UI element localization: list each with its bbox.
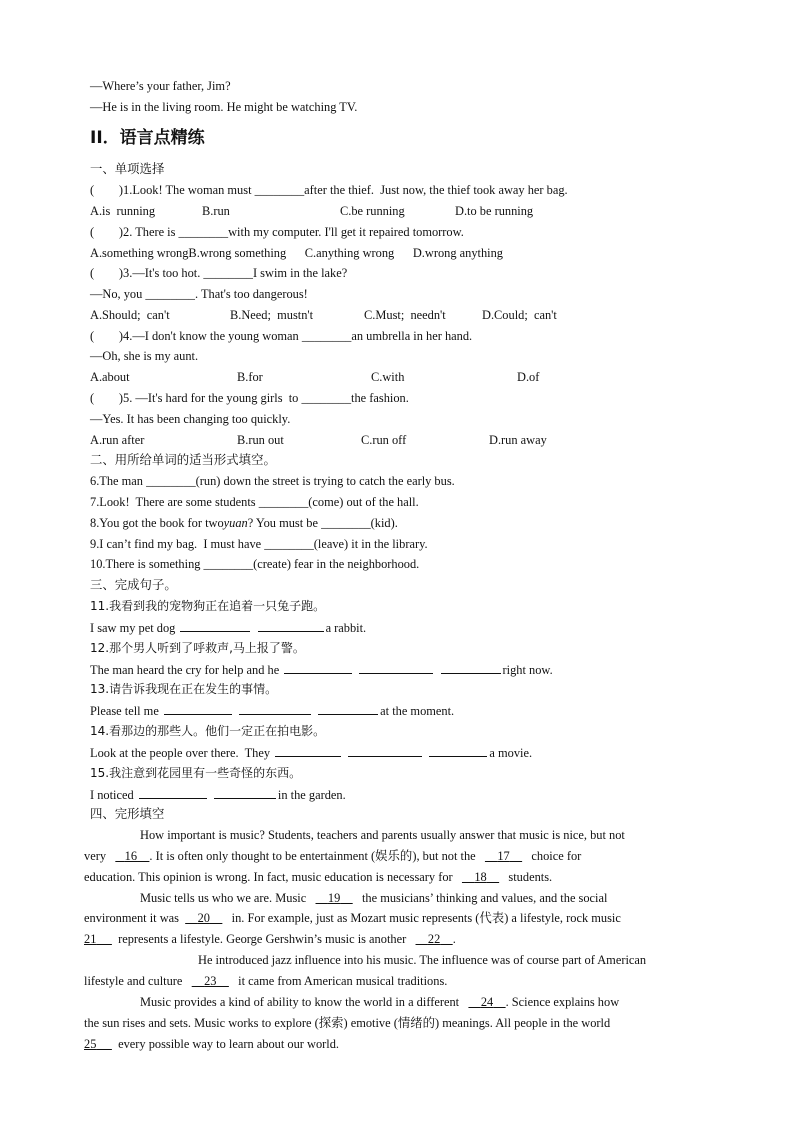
mcq-4-option-a: A.about bbox=[90, 370, 130, 384]
cloze-text: it came from American musical traditions. bbox=[238, 974, 448, 988]
sentence-14-lead: Look at the people over there. They bbox=[90, 746, 271, 760]
cloze-p2-line2 bbox=[84, 910, 704, 926]
sentence-15-english bbox=[90, 786, 346, 803]
mcq-question-4: ( )4.—I don't know the young woman ________an umbrella in her hand. bbox=[90, 329, 473, 343]
mcq-question-4-reply: —Oh, she is my aunt. bbox=[90, 349, 199, 363]
section-title-mcq: 一、单项选择 bbox=[90, 161, 165, 176]
mcq-3-option-d: D.Could; can't bbox=[482, 308, 557, 322]
cloze-p4-line3 bbox=[84, 1036, 704, 1052]
cloze-text: education. This opinion is wrong. In fact, music education is necessary for bbox=[84, 870, 453, 884]
cloze-p2-line3 bbox=[84, 931, 704, 947]
answer-blank[interactable] bbox=[139, 786, 207, 799]
answer-blank[interactable] bbox=[429, 744, 487, 757]
cloze-blank-number: 20 bbox=[197, 911, 210, 925]
sentence-11-chinese: 11.我看到我的宠物狗正在追着一只兔子跑。 bbox=[90, 599, 326, 613]
cloze-blank-number: 21 bbox=[84, 932, 97, 946]
mcq-1-option-a: A.is running bbox=[90, 204, 156, 218]
mcq-2-options: A.something wrongB.wrong something C.anything wrong D.wrong anything bbox=[90, 246, 503, 260]
cloze-blank-number: 22 bbox=[427, 932, 441, 946]
cloze-blank-20[interactable] bbox=[185, 911, 222, 925]
mcq-5-option-a: A.run after bbox=[90, 433, 145, 447]
cloze-text: students. bbox=[508, 870, 553, 884]
answer-blank[interactable] bbox=[284, 661, 352, 674]
sentence-11-tail: a rabbit. bbox=[325, 621, 367, 635]
section-title-sentences: 三、完成句子。 bbox=[90, 577, 177, 592]
cloze-p1-line3 bbox=[84, 869, 704, 885]
cloze-text: represents a lifestyle. George Gershwin’s music is another bbox=[118, 932, 407, 946]
cloze-p3-line1: He introduced jazz influence into his music. The influence was of course part of American bbox=[198, 953, 647, 967]
mcq-5-option-c: C.run off bbox=[361, 433, 407, 447]
dialog-line-2: —He is in the living room. He might be watching TV. bbox=[90, 100, 358, 114]
mcq-3-option-b: B.Need; mustn't bbox=[230, 308, 314, 322]
mcq-question-2: ( )2. There is ________with my computer. I'll get it repaired tomorrow. bbox=[90, 225, 464, 239]
sentence-11-lead: I saw my pet dog bbox=[90, 621, 176, 635]
section-title-fill: 二、用所给单词的适当形式填空。 bbox=[90, 452, 276, 467]
cloze-blank-number: 24 bbox=[480, 995, 494, 1009]
mcq-question-5-reply: —Yes. It has been changing too quickly. bbox=[90, 412, 291, 426]
cloze-text: Music provides a kind of ability to know the world in a different bbox=[140, 995, 460, 1009]
fill-item-7: 7.Look! There are some students ________(come) out of the hall. bbox=[90, 495, 419, 509]
cloze-p2-line1 bbox=[140, 890, 760, 906]
sentence-15-lead: I noticed bbox=[90, 788, 134, 802]
cloze-text: . It is often only thought to be entertainment (娱乐的), but not the bbox=[149, 849, 476, 863]
fill-item-9: 9.I can’t find my bag. I must have ________(leave) it in the library. bbox=[90, 537, 428, 551]
cloze-blank-number: 17 bbox=[497, 849, 510, 863]
fill-item-6: 6.The man ________(run) down the street is trying to catch the early bus. bbox=[90, 474, 455, 488]
answer-blank[interactable] bbox=[214, 786, 276, 799]
mcq-4-option-d: D.of bbox=[517, 370, 540, 384]
sentence-14-english bbox=[90, 744, 532, 761]
sentence-12-lead: The man heard the cry for help and he bbox=[90, 663, 280, 677]
mcq-3-option-c: C.Must; needn't bbox=[364, 308, 446, 322]
sentence-13-english bbox=[90, 702, 454, 719]
cloze-text: Music tells us who we are. Music bbox=[140, 891, 307, 905]
cloze-text: very bbox=[84, 849, 107, 863]
mcq-4-option-c: C.with bbox=[371, 370, 405, 384]
answer-blank[interactable] bbox=[275, 744, 341, 757]
cloze-text: lifestyle and culture bbox=[84, 974, 183, 988]
cloze-blank-number: 19 bbox=[327, 891, 341, 905]
fill-item-8-start: 8.You got the book for two bbox=[90, 516, 224, 530]
cloze-blank-number: 18 bbox=[474, 870, 487, 884]
cloze-blank-19[interactable] bbox=[316, 891, 353, 905]
mcq-3-option-a: A.Should; can't bbox=[90, 308, 170, 322]
answer-blank[interactable] bbox=[441, 661, 501, 674]
mcq-1-option-b: B.run bbox=[202, 204, 230, 218]
fill-item-8-yuan: yuan bbox=[223, 516, 248, 530]
fill-item-8 bbox=[90, 515, 398, 531]
mcq-5-option-b: B.run out bbox=[237, 433, 284, 447]
mcq-5-option-d: D.run away bbox=[489, 433, 547, 447]
cloze-text: in. For example, just as Mozart music represents (代表) a lifestyle, rock music bbox=[231, 911, 621, 925]
sentence-12-tail: right now. bbox=[502, 663, 553, 677]
mcq-1-option-d: D.to be running bbox=[455, 204, 534, 218]
cloze-blank-24[interactable] bbox=[468, 995, 505, 1009]
answer-blank[interactable] bbox=[180, 619, 250, 632]
cloze-blank-16[interactable] bbox=[115, 849, 149, 863]
cloze-blank-21[interactable] bbox=[84, 932, 112, 946]
fill-item-10: 10.There is something ________(create) fear in the neighborhood. bbox=[90, 557, 420, 571]
fill-item-8-end: ? You must be ________(kid). bbox=[247, 516, 398, 530]
cloze-blank-22[interactable] bbox=[416, 932, 453, 946]
mcq-4-option-b: B.for bbox=[237, 370, 263, 384]
cloze-p4-line2: the sun rises and sets. Music works to explore (探索) emotive (情绪的) meanings. All people in the world bbox=[84, 1016, 611, 1030]
dialog-line-1: —Where’s your father, Jim? bbox=[90, 79, 231, 93]
sentence-12-english bbox=[90, 661, 553, 678]
mcq-question-5: ( )5. —It's hard for the young girls to ________the fashion. bbox=[90, 391, 409, 405]
sentence-12-chinese: 12.那个男人听到了呼救声,马上报了警。 bbox=[90, 641, 305, 655]
cloze-p1-line1: How important is music? Students, teachers and parents usually answer that music is nice, but not bbox=[140, 828, 625, 842]
cloze-p3-line2 bbox=[84, 973, 704, 989]
cloze-text: . bbox=[452, 932, 456, 946]
cloze-blank-18[interactable] bbox=[462, 870, 499, 884]
cloze-blank-25[interactable] bbox=[84, 1037, 112, 1051]
sentence-15-tail: in the garden. bbox=[277, 788, 346, 802]
section-title-cloze: 四、完形填空 bbox=[90, 806, 165, 821]
sentence-13-lead: Please tell me bbox=[90, 704, 159, 718]
cloze-text: choice for bbox=[531, 849, 582, 863]
section-heading: II．语言点精练 bbox=[90, 128, 205, 148]
answer-blank[interactable] bbox=[359, 661, 433, 674]
cloze-text: every possible way to learn about our world. bbox=[118, 1037, 340, 1051]
sentence-15-chinese: 15.我注意到花园里有一些奇怪的东西。 bbox=[90, 766, 302, 780]
answer-blank[interactable] bbox=[348, 744, 422, 757]
answer-blank[interactable] bbox=[258, 619, 324, 632]
cloze-blank-17[interactable] bbox=[485, 849, 522, 863]
cloze-text: . Science explains how bbox=[505, 995, 620, 1009]
mcq-question-3-reply: —No, you ________. That's too dangerous! bbox=[90, 287, 308, 301]
cloze-p4-line1 bbox=[140, 994, 760, 1010]
cloze-blank-23[interactable] bbox=[192, 974, 229, 988]
sentence-13-tail: at the moment. bbox=[380, 704, 455, 718]
cloze-p1-line2 bbox=[84, 848, 704, 864]
mcq-1-option-c: C.be running bbox=[340, 204, 405, 218]
answer-blank[interactable] bbox=[239, 702, 311, 715]
mcq-question-3: ( )3.—It's too hot. ________I swim in the lake? bbox=[90, 266, 348, 280]
sentence-11-english bbox=[90, 619, 366, 636]
sentence-14-chinese: 14.看那边的那些人。他们一定正在拍电影。 bbox=[90, 724, 326, 738]
cloze-blank-number: 25 bbox=[84, 1037, 97, 1051]
answer-blank[interactable] bbox=[164, 702, 232, 715]
sentence-13-chinese: 13.请告诉我现在正在发生的事情。 bbox=[90, 682, 278, 696]
cloze-blank-number: 16 bbox=[124, 849, 138, 863]
sentence-14-tail: a movie. bbox=[489, 746, 533, 760]
answer-blank[interactable] bbox=[318, 702, 378, 715]
cloze-text: the musicians’ thinking and values, and the social bbox=[361, 891, 608, 905]
cloze-text: environment it was bbox=[84, 911, 179, 925]
cloze-blank-number: 23 bbox=[204, 974, 217, 988]
mcq-question-1: ( )1.Look! The woman must ________after the thief. Just now, the thief took away her bag. bbox=[90, 183, 568, 197]
